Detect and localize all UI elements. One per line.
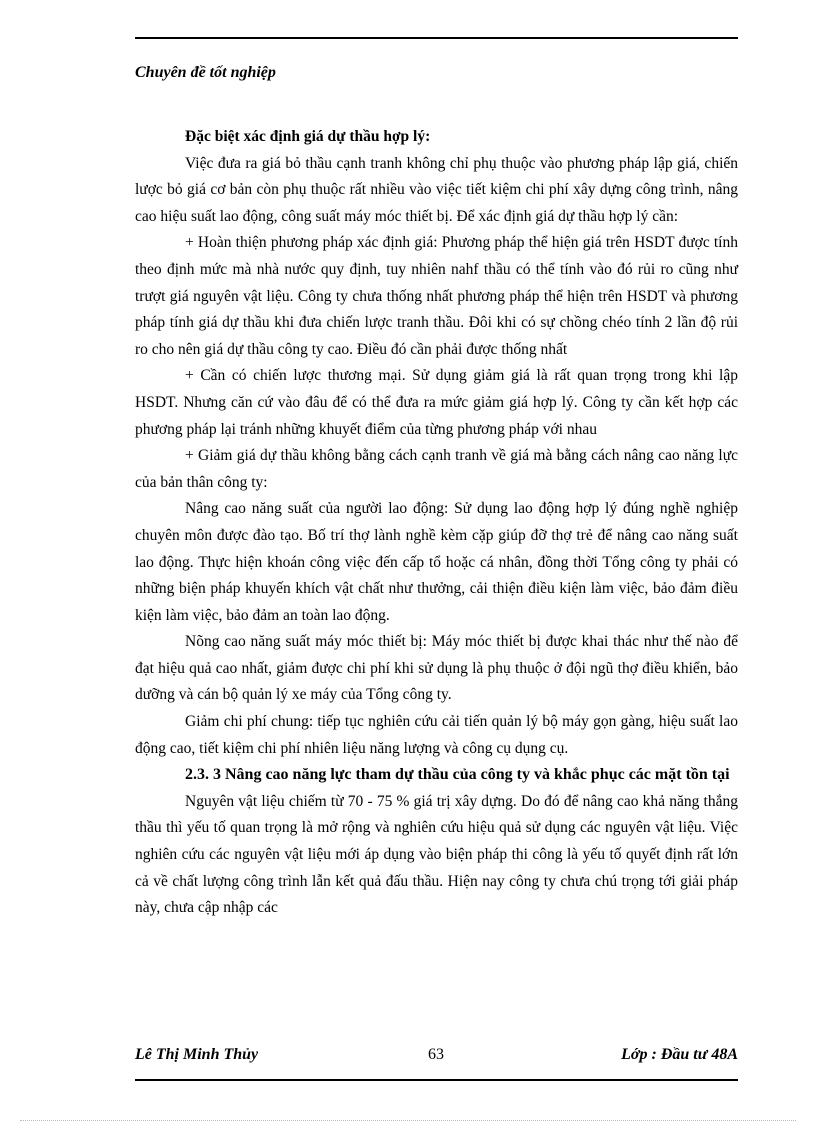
footer-rule <box>135 1079 738 1081</box>
footer-author: Lê Thị Minh Thủy <box>135 1046 259 1063</box>
paragraph: Nguyên vật liệu chiếm từ 70 - 75 % giá trị xây dựng. Do đó để nâng cao khả năng thắng thầu thì yếu tố quan trọng là mở rộng và nghiên cứu hiệu quả sử dụng các nguyên vật liệu. Việc nghiên cứu các nguyên vật liệu mới áp dụng vào biện pháp thi công là yếu tố quyết định rất lớn cả về chất lượng công trình lẫn kết quả đấu thầu. Hiện nay công ty chưa chú trọng tới giải pháp này, chưa cập nhập các <box>135 792 738 917</box>
paragraph: + Giảm giá dự thầu không bằng cách cạnh tranh về giá mà bằng cách nâng cao năng lực của bản thân công ty: <box>135 447 738 491</box>
paragraph: Việc đưa ra giá bỏ thầu cạnh tranh không chỉ phụ thuộc vào phương pháp lập giá, chiến lược bỏ giá cơ bản còn phụ thuộc rất nhiều vào việc tiết kiệm chi phí xây dựng công trình, nâng cao hiệu suất lao động, công suất máy móc thiết bị. Để xác định giá dự thầu hợp lý cần: <box>135 154 738 225</box>
section-heading-2-3-3: 2.3. 3 Nâng cao năng lực tham dự thầu của công ty và khắc phục các mặt tồn tại <box>185 766 730 784</box>
subheading-bid-price: Đặc biệt xác định giá dự thầu hợp lý: <box>185 128 431 145</box>
footer-class: Lớp : Đầu tư 48A <box>621 1046 738 1063</box>
paragraph: Nâng cao năng suất của người lao động: Sử dụng lao động hợp lý đúng nghề nghiệp chuyên môn được đào tạo. Bố trí thợ lành nghề kèm cặp giúp đỡ thợ trẻ để nâng cao năng suất lao động. Thực hiện khoán công việc đến cấp tổ hoặc cá nhân, đồng thời Tổng công ty phải có những biện pháp khuyến khích vật chất như thưởng, cải thiện điều kiện làm việc, bảo đảm điều kiện làm việc, bảo đảm an toàn lao động. <box>135 500 738 624</box>
page-edge-divider <box>20 1120 796 1121</box>
page-footer <box>135 1046 738 1070</box>
header-rule <box>135 37 738 39</box>
page-body <box>135 124 738 922</box>
paragraph: Giảm chi phí chung: tiếp tục nghiên cứu cải tiến quản lý bộ máy gọn gàng, hiệu suất lao động cao, tiết kiệm chi phí nhiên liệu năng lượng và công cụ dụng cụ. <box>135 713 738 757</box>
footer-page-number: 63 <box>428 1046 444 1063</box>
paragraph: + Hoàn thiện phương pháp xác định giá: Phương pháp thể hiện giá trên HSDT được tính theo định mức mà nhà nước quy định, tuy nhiên nahf thầu có thể tính vào đó rủi ro cũng như trượt giá nguyên vật liệu. Công ty chưa thống nhất phương pháp thể hiện trên HSDT và phương pháp tính giá dự thầu khi đưa chiến lược tranh thầu. Đôi khi có sự chồng chéo tính 2 lần độ rủi ro cho nên giá dự thầu công ty cao. Điều đó cần phải được thống nhất <box>135 234 738 358</box>
paragraph: + Cần có chiến lược thương mại. Sử dụng giảm giá là rất quan trọng trong khi lập HSDT. Nhưng căn cứ vào đâu để có thể đưa ra mức giảm giá hợp lý. Công ty cần kết hợp các phương pháp lại tránh những khuyết điểm của từng phương pháp với nhau <box>135 367 738 438</box>
document-header-title: Chuyên đề tốt nghiệp <box>135 64 276 81</box>
paragraph: Nõng cao năng suất máy móc thiết bị: Máy móc thiết bị được khai thác như thế nào để đạt hiệu quả cao nhất, giảm được chi phí khi sử dụng là phụ thuộc ở đội ngũ thợ điều khiển, bảo dưỡng và cán bộ quản lý xe máy của Tổng công ty. <box>135 633 738 704</box>
